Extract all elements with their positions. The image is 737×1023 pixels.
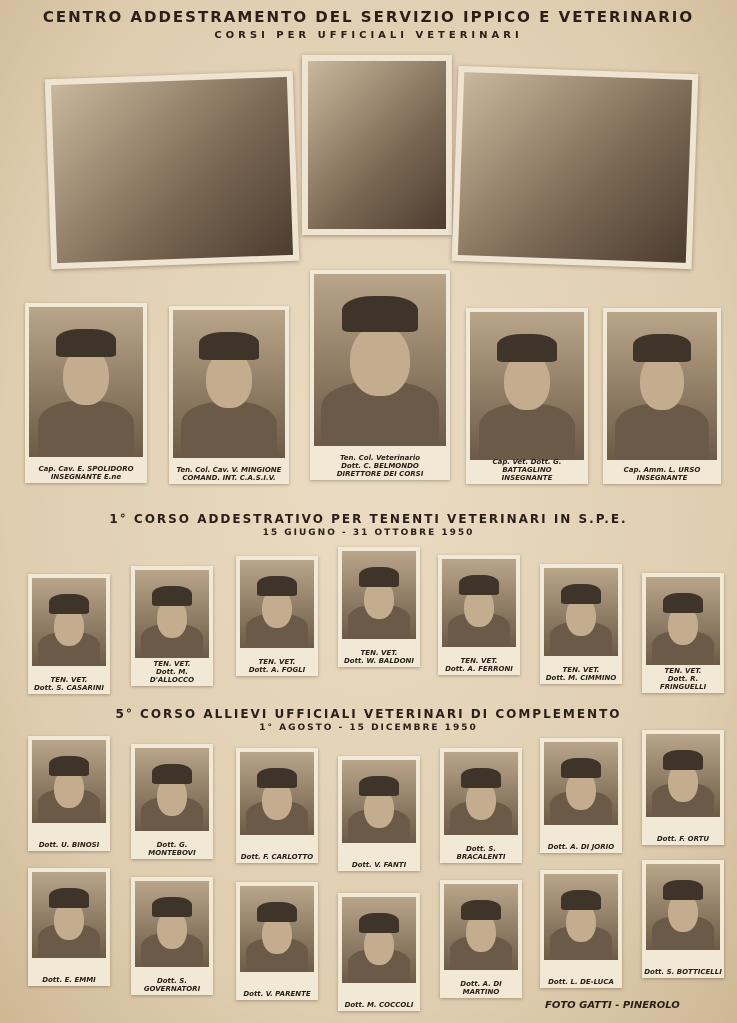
course1-dates: 15 GIUGNO - 31 OTTOBRE 1950 <box>262 528 475 538</box>
member-caption: Dott. U. BINOSI <box>38 841 100 849</box>
member-portrait <box>338 547 420 667</box>
member-portrait <box>131 744 213 859</box>
member-caption: Dott. M. COCCOLI <box>344 1001 414 1009</box>
member-caption: Dott. S. BOTTICELLI <box>644 968 722 976</box>
staff-portrait <box>466 308 588 484</box>
staff-portrait <box>603 308 721 484</box>
staff-caption: Cap. Amm. L. URSO INSEGNANTE <box>623 466 701 482</box>
scene-photo-classroom <box>45 71 299 270</box>
member-caption: Dott. E. EMMI <box>42 976 96 984</box>
member-caption: TEN. VET. Dott. M. D'ALLOCCO <box>149 660 195 684</box>
member-portrait <box>440 880 522 998</box>
director-caption: Ten. Col. Veterinario Dott. C. BELMONDO DIRETTORE DEI CORSI <box>336 454 424 478</box>
member-portrait <box>236 556 318 676</box>
staff-portrait <box>25 303 147 483</box>
member-portrait <box>28 574 110 694</box>
member-portrait <box>28 736 110 851</box>
member-caption: Dott. S. GOVERNATORI <box>143 977 201 993</box>
member-portrait <box>540 870 622 988</box>
member-caption: Dott. A. DI MARTINO <box>460 980 502 996</box>
member-portrait <box>540 564 622 684</box>
member-caption: TEN. VET. Dott. A. FOGLI <box>248 658 306 674</box>
member-caption: TEN. VET. Dott. S. CASARINI <box>33 676 105 692</box>
member-caption: Dott. L. DE-LUCA <box>548 978 614 986</box>
member-portrait <box>28 868 110 986</box>
member-caption: Dott. S. BRACALENTI <box>456 845 506 861</box>
member-portrait <box>338 893 420 1011</box>
member-portrait <box>642 730 724 845</box>
member-portrait <box>131 566 213 686</box>
member-caption: Dott. V. PARENTE <box>243 990 311 998</box>
course1-title: 1° CORSO ADDESTRATIVO PER TENENTI VETERINARI IN S.P.E. <box>109 512 628 526</box>
staff-caption: Ten. Col. Cav. V. MINGIONE COMAND. INT. C.A.S.I.V. <box>176 466 282 482</box>
member-caption: Dott. F. CARLOTTO <box>240 853 314 861</box>
member-caption: TEN. VET. Dott. A. FERRONI <box>445 657 513 673</box>
course5-title: 5° CORSO ALLIEVI UFFICIALI VETERINARI DI COMPLEMENTO <box>115 707 622 721</box>
member-caption: Dott. V. FANTI <box>351 861 407 869</box>
member-portrait <box>642 573 724 693</box>
staff-caption: Cap. Cav. E. SPOLIDORO INSEGNANTE E.ne <box>38 465 134 481</box>
staff-portrait <box>169 306 289 484</box>
member-portrait <box>540 738 622 853</box>
scene-photo-lab <box>302 55 452 235</box>
photographer-signature: FOTO GATTI - PINEROLO <box>545 1000 680 1011</box>
member-portrait <box>236 882 318 1000</box>
course5-dates: 1° AGOSTO - 15 DICEMBRE 1950 <box>259 723 478 733</box>
member-caption: TEN. VET. Dott. R. FRINGUELLI <box>659 667 707 691</box>
member-caption: Dott. G. MONTEBOVI <box>148 841 196 857</box>
director-portrait <box>310 270 450 480</box>
member-caption: TEN. VET. Dott. M. CIMMINO <box>545 666 617 682</box>
member-portrait <box>642 860 724 978</box>
member-caption: TEN. VET. Dott. W. BALDONI <box>343 649 415 665</box>
staff-caption: Cap. Vet. Dott. G. BATTAGLINO INSEGNANTE <box>492 458 562 482</box>
board-title: CENTRO ADDESTRAMENTO DEL SERVIZIO IPPICO E VETERINARIO <box>42 8 695 26</box>
board-subtitle: CORSI PER UFFICIALI VETERINARI <box>214 30 523 41</box>
member-portrait <box>338 756 420 871</box>
member-portrait <box>236 748 318 863</box>
scene-photo-surgery <box>452 66 699 269</box>
member-caption: Dott. F. ORTU <box>656 835 710 843</box>
member-portrait <box>440 748 522 863</box>
member-portrait <box>438 555 520 675</box>
member-portrait <box>131 877 213 995</box>
member-caption: Dott. A. DI JORIO <box>547 843 615 851</box>
